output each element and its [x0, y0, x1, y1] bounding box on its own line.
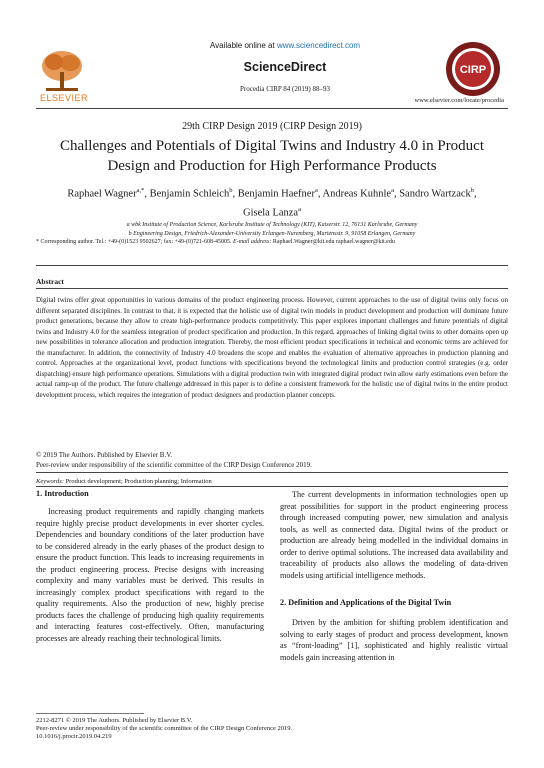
abstract-text: Digital twins offer great opportunities in various domains of the product engineering process. However, current approaches to the use of digital twins only focus on different separated disciplines. In contrast to that, it is expected that the holistic use of digital twin models in product development and production will dominate future product generations, because they allow to create high-performance products competitively. This paper explores important challenges and future potentials of digital twins and Industry 4.0 for the seamless integration of product specification and production. In this regard, approaches of linking digital twins to other domains open up new possibilities in tolerance allocation and production integration. Thereby, the most efficient product specifications in technical and economic terms are achieved for the manufacturer. In addition, the connectivity of Industry 4.0 broadens the scope and enables the evaluation of alternative approaches in production planning and control. Approaches at the organizational level, product functions with specifications beyond the technological limits and production control strategies (e.g. order dispatching) ensure high performance operations. Simulations with a digital production twin with integrated digital product twin allow early estimations even before the actual ramp-up of the product. The future challenge addressed in this paper is to define a consistent framework for the holistic use of digital twins in the entire product development process, which requires the integration of product designers and production planner concepts.	[36, 296, 508, 399]
cirp-logo	[444, 40, 502, 98]
sciencedirect-title: ScienceDirect	[243, 60, 327, 74]
column2-paragraph: The current developments in information technologies open up great possibilities for support in the product engineering process through increased computing power, new simulation and analysis tools, as well as connected data. Digital twins of the product or production are already being modelled in the individual domains in order to derive optimal solutions. The increased data availability and traceability of products also allows the modeling of data-driven models using artificial intelligence methods.	[280, 490, 508, 580]
author-affiliation-mark: a	[298, 205, 301, 213]
paper-title: Challenges and Potentials of Digital Twins and Industry 4.0 in Product Design and Production for High Performance Products	[59, 138, 485, 174]
keywords-bottom-rule	[36, 486, 508, 487]
footer-issn: 2212-8271 © 2019 The Authors. Published by Elsevier B.V.	[36, 717, 193, 724]
sciencedirect-link[interactable]: www.sciencedirect.com	[276, 41, 361, 50]
corresponding-contact: * Corresponding author. Tel.: +49-(0)1523 9502627; fax: +49-(0)721-608-45005.	[36, 239, 234, 245]
footer	[36, 717, 508, 741]
keywords-top-rule	[36, 472, 508, 473]
footer-doi[interactable]: 10.1016/j.procir.2019.04.219	[36, 733, 112, 740]
keywords	[36, 478, 508, 485]
affiliation-a: a wbk Institute of Production Science, Karlsruhe Institute of Technology (KIT), Kaiserstr. 12, 76131 Karlsruhe, Germany	[126, 222, 418, 228]
elsevier-tree-logo	[36, 48, 88, 94]
publisher-name: ELSEVIER	[39, 93, 89, 103]
author-name: Andreas Kuhnle	[322, 188, 392, 200]
cirp-logo-text: CIRP	[459, 64, 487, 76]
abstract-heading-rule	[36, 288, 508, 289]
header-rule	[36, 108, 508, 109]
introduction-paragraph: Increasing product requirements and rapidly changing markets require highly precise product developments in ever shorter cycles. Dependencies and boundary conditions of the later production have to be considered already in the early phases of the product design to ensure the product function. This leads to increasing requirements in the product engineering process. Precise designs with increasing complexity and many variables must be derived. This results in increasingly complex product specifications with regard to the quality requirements. Also the production of new, highly precise products faces the challenge of producing high quality requirements and interacting features cost-effectively. Often, manufacturing processes are already reaching their technological limits.	[36, 507, 264, 643]
section-heading-digital-twin: 2. Definition and Applications of the Digital Twin	[280, 598, 452, 607]
author-affiliation-mark: b	[470, 187, 475, 194]
peer-review-line: Peer-review under responsibility of the scientific committee of the CIRP Design Conference 2019.	[36, 461, 312, 469]
keywords-label: Keywords:	[36, 478, 64, 485]
journal-url[interactable]: www.elsevier.com/locate/procedia	[414, 97, 504, 104]
author-affiliation-mark: a,*	[136, 187, 145, 194]
corresponding-author	[36, 238, 508, 246]
abstract-heading: Abstract	[36, 277, 64, 286]
abstract-top-rule	[36, 265, 508, 266]
footer-peer-review: Peer-review under responsibility of the scientific committee of the CIRP Design Conference 2019.	[36, 725, 293, 732]
available-prefix: Available online at	[209, 41, 277, 50]
author-name: Benjamin Schleich	[149, 188, 230, 200]
copyright-block	[36, 450, 508, 470]
author-affiliation-mark: b	[229, 187, 233, 194]
conference-name: 29th CIRP Design 2019 (CIRP Design 2019)	[182, 121, 362, 132]
affiliation-b: b Engineering Design, Friedrich-Alexander-University Erlangen-Nuremberg, Martensstr. 9, 91058 Erlangen, Germany	[128, 231, 416, 237]
author-name: Raphael Wagner	[67, 188, 137, 200]
footer-rule	[36, 713, 144, 714]
author-name: Sandro Wartzack	[399, 188, 471, 200]
copyright-line: © 2019 The Authors. Published by Elsevier B.V.	[36, 451, 173, 459]
section-heading-introduction: 1. Introduction	[36, 489, 89, 498]
author-list: Raphael Wagner$^{a,*}$, Benjamin Schleich$^b$, Benjamin Haefner$^a$, Andreas Kuhnle$^a$, Sandro Wartzack$^b$, Gisela Lanza$^a$	[67, 187, 477, 218]
available-online	[180, 41, 390, 50]
keywords-value: Product development; Production planning; Information	[63, 478, 212, 485]
author-affiliation-mark: a	[314, 187, 318, 194]
affiliations	[36, 221, 508, 239]
email-label: E-mail address:	[233, 239, 272, 245]
journal-reference: Procedia CIRP 84 (2019) 88–93	[240, 85, 330, 93]
email-address[interactable]: Raphael.Wagner@kit.edu raphael.wagner@kit.edu	[271, 239, 395, 245]
author-affiliation-mark: a	[391, 187, 394, 194]
author-name: Benjamin Haefner	[237, 188, 315, 200]
author-name: Gisela Lanza	[243, 207, 299, 218]
digital-twin-paragraph: Driven by the ambition for shifting problem identification and solving to early stages of product and process development, known as “front-loading” [1], sophisticated and highly realistic virtual models gain increasing attention in	[280, 618, 508, 662]
